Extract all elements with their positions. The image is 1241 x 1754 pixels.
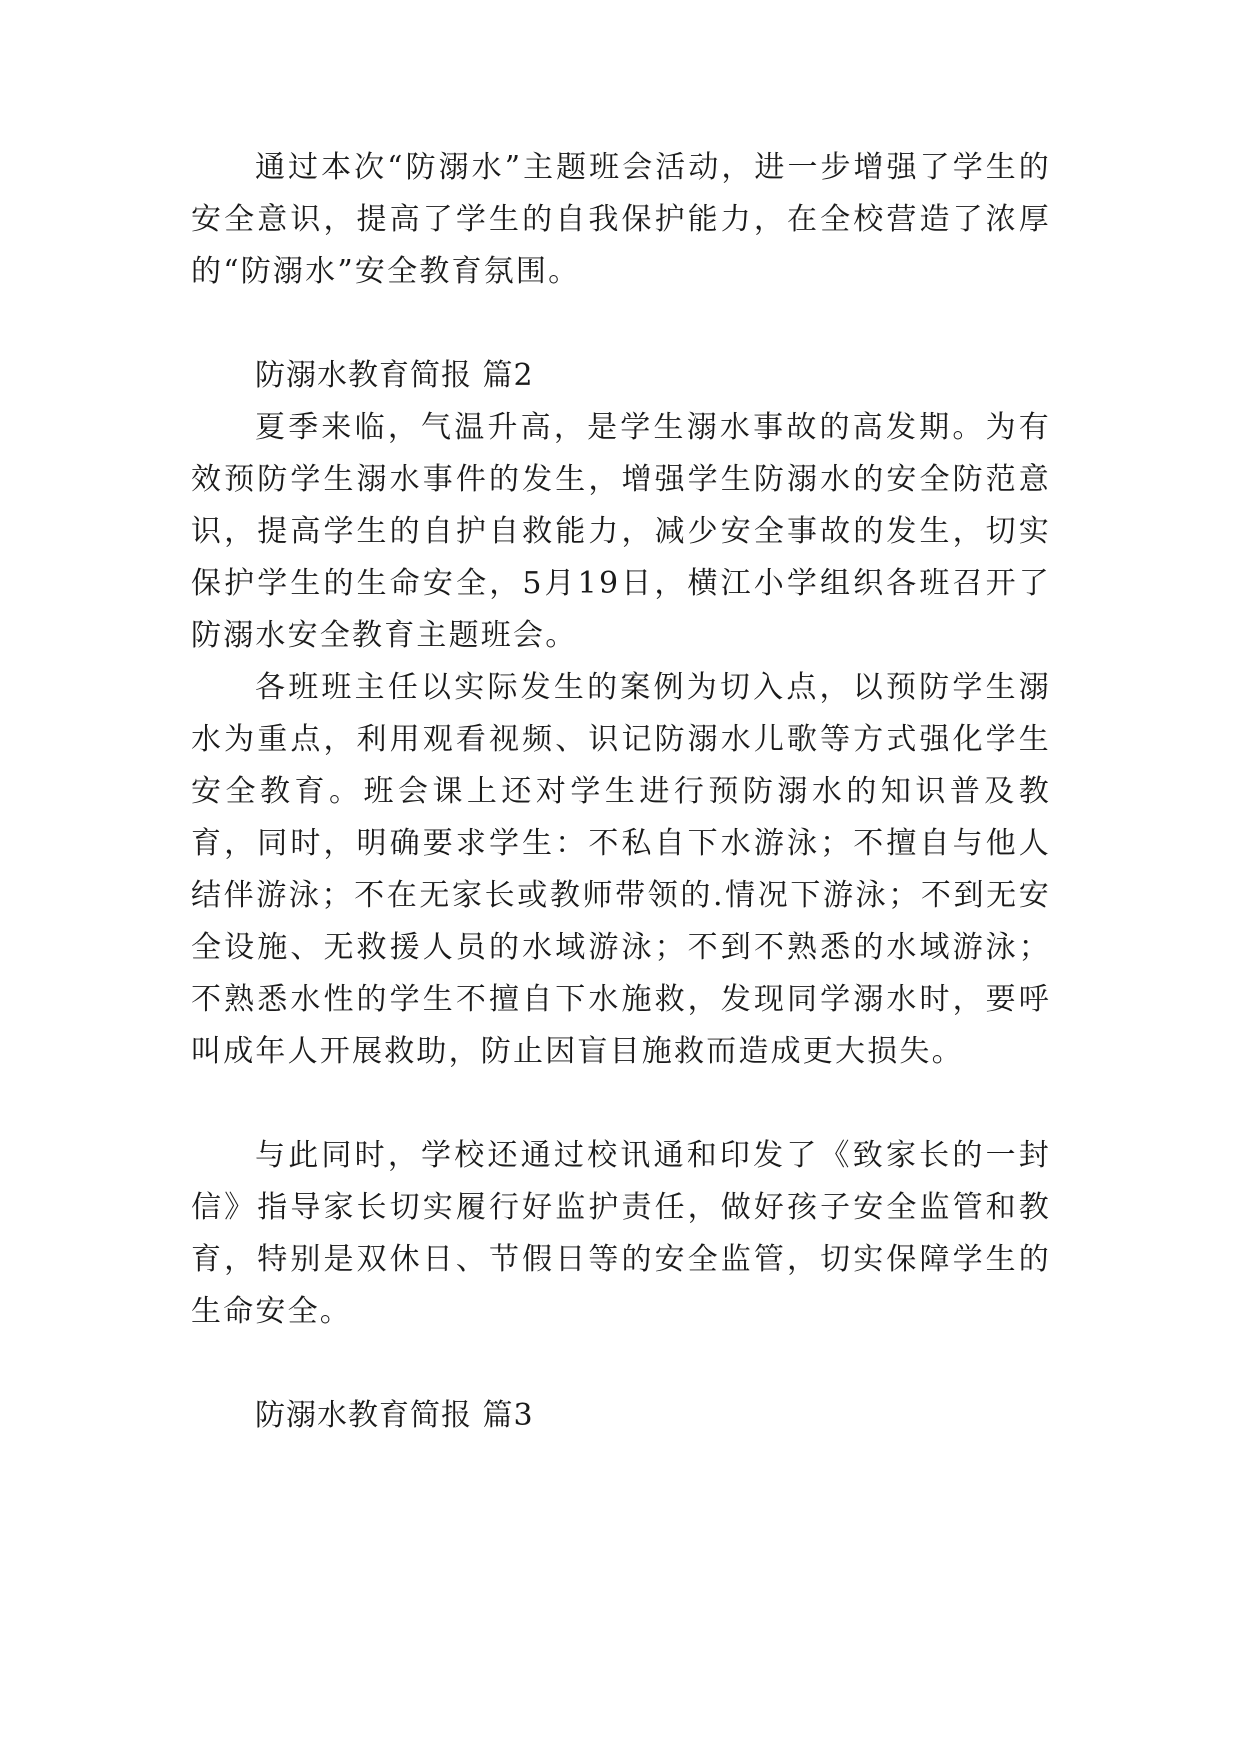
- section-3-heading: 防溺水教育简报 篇3: [255, 1398, 534, 1433]
- section-2-paragraph-3: 与此同时，学校还通过校讯通和印发了《致家长的一封信》指导家长切实履行好监护责任，做好孩子安全监管和教育，特别是双休日、节假日等的安全监管，切实保障学生的生命安全。: [191, 1138, 1051, 1329]
- section-2-paragraph-2: 各班班主任以实际发生的案例为切入点，以预防学生溺水为重点，利用观看视频、识记防溺水儿歌等方式强化学生安全教育。班会课上还对学生进行预防溺水的知识普及教育，同时，明确要求学生：不私自下水游泳；不擅自与他人结伴游泳；不在无家长或教师带领的.情况下游泳；不到无安全设施、无救援人员的水域游泳；不到不熟悉的水域游泳；不熟悉水性的学生不擅自下水施救，发现同学溺水时，要呼叫成年人开展救助，防止因盲目施救而造成更大损失。: [191, 670, 1051, 1069]
- section-2-paragraph-1: 夏季来临，气温升高，是学生溺水事故的高发期。为有效预防学生溺水事件的发生，增强学生防溺水的安全防范意识，提高学生的自护自救能力，减少安全事故的发生，切实保护学生的生命安全，5月19日，横江小学组织各班召开了防溺水安全教育主题班会。: [191, 410, 1051, 653]
- intro-paragraph: 通过本次“防溺水”主题班会活动，进一步增强了学生的安全意识，提高了学生的自我保护能力，在全校营造了浓厚的“防溺水”安全教育氛围。: [191, 150, 1051, 289]
- section-2-heading: 防溺水教育简报 篇2: [255, 358, 534, 393]
